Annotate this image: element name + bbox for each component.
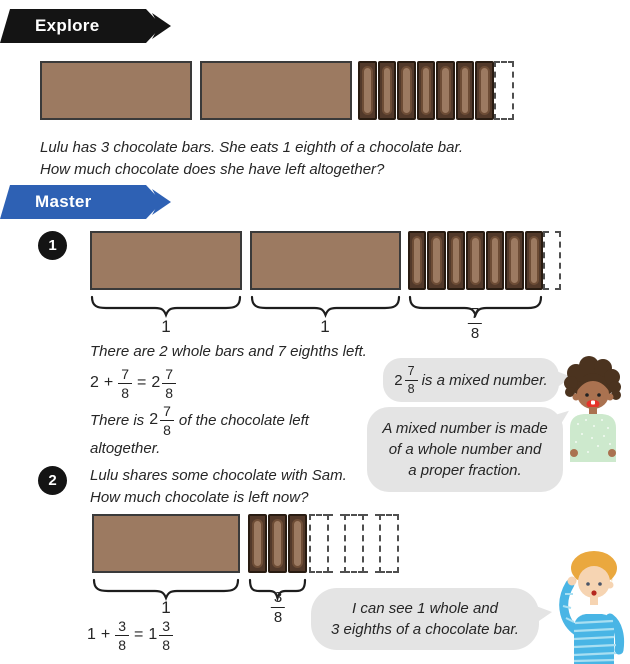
chocolate-piece <box>436 61 455 120</box>
plus-sign: + <box>100 626 111 643</box>
speech-bubble-mixed-number <box>383 358 559 402</box>
item1-bar2-label: 1 <box>320 317 330 336</box>
explore-eaten-piece-placeholder <box>494 61 514 120</box>
fraction-denominator: 8 <box>407 381 415 396</box>
eq-term: 2 <box>90 374 99 391</box>
brace-item1-bar2 <box>250 294 401 318</box>
item1-whole-bar-1 <box>90 231 242 290</box>
explore-whole-bar-1 <box>40 61 192 120</box>
chocolate-piece <box>447 231 465 290</box>
chocolate-piece <box>456 61 475 120</box>
item2-segmented-bar <box>248 514 307 573</box>
statement2-post: of the chocolate left <box>178 411 309 429</box>
statement2-pre: There is <box>90 411 145 429</box>
fraction-numerator: 7 <box>160 404 174 421</box>
master-banner-label: Master <box>35 192 92 211</box>
item1-whole-bar-2 <box>250 231 401 290</box>
fraction <box>115 619 129 652</box>
whole-part: 2 <box>149 411 159 428</box>
whole-part: 2 <box>394 371 403 389</box>
mixed-number <box>151 367 176 400</box>
item1-fraction-label <box>468 306 482 341</box>
chocolate-piece <box>417 61 436 120</box>
item2-question-line1: Lulu shares some chocolate with Sam. <box>90 467 347 484</box>
speech-bubble-definition <box>367 407 563 492</box>
fraction-denominator: 8 <box>165 384 174 401</box>
bubble1-content <box>394 365 547 395</box>
fraction-denominator: 8 <box>470 325 480 342</box>
chocolate-piece <box>475 61 494 120</box>
bubble2-line1: A mixed number is made <box>382 420 548 437</box>
eaten-piece-cell <box>379 514 399 573</box>
item-2-number-badge: 2 <box>38 466 67 495</box>
chocolate-piece <box>505 231 523 290</box>
item2-eaten-pieces-placeholder <box>309 514 399 573</box>
explore-banner <box>0 9 182 43</box>
chocolate-piece <box>288 514 307 573</box>
bubble2-line3: a proper fraction. <box>408 462 522 479</box>
bubble3-line2: 3 eighths of a chocolate bar. <box>331 621 519 638</box>
fraction-numerator: 3 <box>271 590 285 608</box>
fraction <box>159 619 173 652</box>
explore-segmented-bar <box>358 61 494 120</box>
fraction <box>405 365 418 395</box>
chocolate-piece <box>486 231 504 290</box>
bubble1-text: is a mixed number. <box>421 371 548 389</box>
fraction-numerator: 7 <box>118 367 132 384</box>
whole-part: 1 <box>148 626 158 643</box>
fraction-denominator: 8 <box>118 636 127 653</box>
item-1-number-badge: 1 <box>38 231 67 260</box>
chocolate-piece <box>525 231 543 290</box>
explore-question-line1: Lulu has 3 chocolate bars. She eats 1 eighth of a chocolate bar. <box>40 139 464 156</box>
fraction-numerator: 3 <box>115 619 129 636</box>
chocolate-piece <box>358 61 377 120</box>
item1-statement2-line2: altogether. <box>90 440 161 457</box>
item1-segmented-bar <box>408 231 543 290</box>
mixed-number <box>394 365 417 395</box>
fraction <box>160 404 174 437</box>
whole-part: 2 <box>151 374 161 391</box>
item1-statement2 <box>90 401 309 439</box>
item2-question <box>90 465 347 508</box>
item2-equation <box>87 616 173 654</box>
master-banner <box>0 185 182 219</box>
explore-question <box>40 137 463 181</box>
item2-fraction-label <box>271 590 285 625</box>
brace-item1-bar1 <box>90 294 242 318</box>
fraction-denominator: 8 <box>273 609 283 626</box>
fraction <box>162 367 176 400</box>
explore-whole-bar-2 <box>200 61 352 120</box>
chocolate-piece <box>248 514 267 573</box>
plus-sign: + <box>103 374 114 391</box>
bubble2-line2: of a whole number and <box>388 441 542 458</box>
item1-eaten-piece-placeholder <box>543 231 561 290</box>
chocolate-piece <box>397 61 416 120</box>
chocolate-piece <box>466 231 484 290</box>
fraction-numerator: 3 <box>159 619 173 636</box>
speech-bubble-observation <box>311 588 539 650</box>
chocolate-piece <box>268 514 287 573</box>
item2-question-line2: How much chocolate is left now? <box>90 488 309 506</box>
equals-sign: = <box>134 626 144 643</box>
mixed-number <box>149 404 174 437</box>
item2-bar1-label: 1 <box>161 598 171 617</box>
chocolate-piece <box>378 61 397 120</box>
equals-sign: = <box>137 374 147 391</box>
item2-whole-bar <box>92 514 240 573</box>
boy-character-curly-hair <box>558 354 628 462</box>
chocolate-piece <box>408 231 426 290</box>
fraction-denominator: 8 <box>163 421 171 438</box>
explore-banner-label: Explore <box>35 16 100 35</box>
fraction-numerator: 7 <box>468 306 482 324</box>
item1-equation <box>90 364 176 402</box>
item1-statement1: There are 2 whole bars and 7 eighths left. <box>90 343 367 360</box>
item1-bar1-label: 1 <box>161 317 171 336</box>
explore-question-line2: How much chocolate does she have left altogether? <box>40 161 385 178</box>
fraction-numerator: 7 <box>405 365 418 381</box>
fraction-denominator: 8 <box>121 384 130 401</box>
fraction <box>118 367 132 400</box>
eq-term: 1 <box>87 626 96 643</box>
fraction-denominator: 8 <box>162 636 171 653</box>
chocolate-piece <box>427 231 445 290</box>
boy-character-blond <box>546 540 630 664</box>
mixed-number <box>148 619 173 652</box>
fraction-numerator: 7 <box>162 367 176 384</box>
bubble3-line1: I can see 1 whole and <box>352 600 498 617</box>
